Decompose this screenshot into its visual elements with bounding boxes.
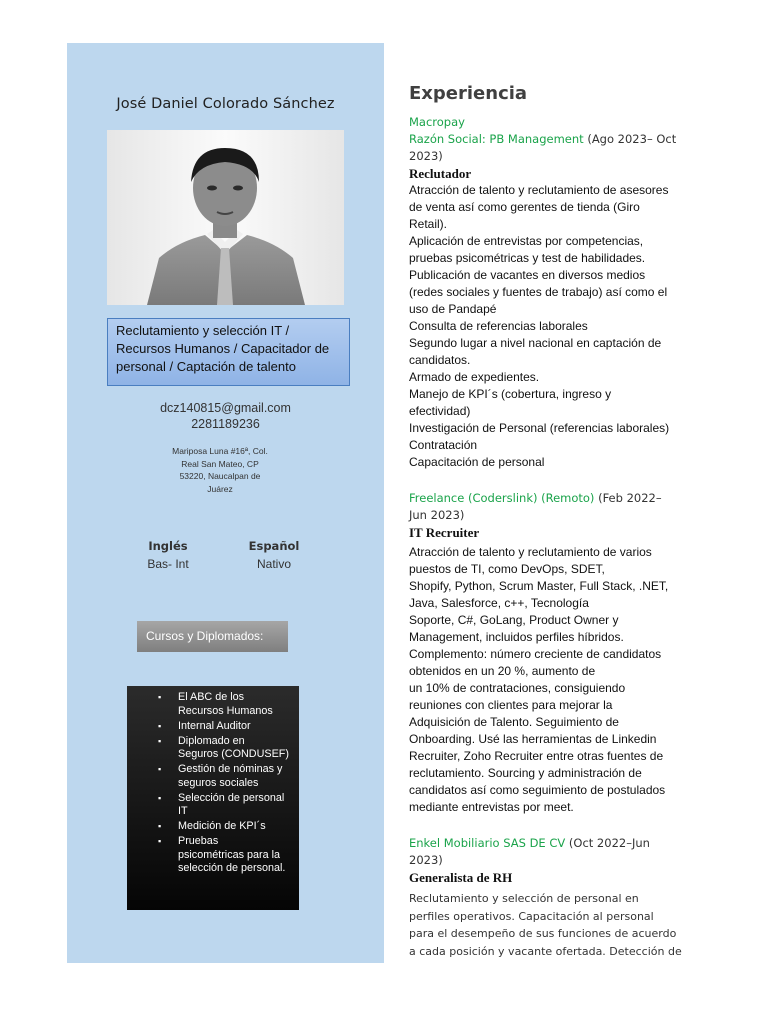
job-subtitle-line bbox=[409, 131, 689, 148]
company-name: Macropay bbox=[409, 115, 465, 129]
profile-line: Recursos Humanos / Capacitador de bbox=[116, 341, 330, 356]
language-spanish bbox=[229, 537, 319, 573]
desc-line: candidatos así como seguimiento de postulados bbox=[409, 783, 666, 797]
job-title-line bbox=[409, 490, 689, 507]
desc-line: puestos de TI, como DevOps, SDET, bbox=[409, 562, 605, 576]
courses-heading: Cursos y Diplomados: bbox=[137, 621, 288, 652]
job-entry bbox=[409, 490, 689, 816]
language-level: Nativo bbox=[256, 557, 291, 571]
desc-line: Segundo lugar a nivel nacional en captación de bbox=[409, 336, 662, 350]
desc-line: Retail). bbox=[409, 217, 448, 231]
address-line: Juárez bbox=[207, 483, 233, 494]
job-description bbox=[409, 544, 689, 816]
course-item bbox=[127, 763, 293, 790]
course-text: psicométricas para la bbox=[178, 848, 281, 861]
job-entry bbox=[409, 114, 689, 471]
candidate-name: José Daniel Colorado Sánchez bbox=[116, 96, 335, 112]
job-description bbox=[409, 890, 689, 960]
course-text: ▪ Selección de personal bbox=[178, 791, 285, 804]
job-dates-cont: 2023) bbox=[409, 149, 443, 163]
course-text: seguros sociales bbox=[178, 776, 259, 789]
desc-line: Soporte, C#, GoLang, Product Owner y bbox=[409, 613, 619, 627]
profile-photo bbox=[107, 130, 344, 305]
company-name: Enkel Mobiliario SAS DE CV bbox=[409, 836, 566, 850]
desc-line: reuniones con clientes para mejorar la bbox=[409, 698, 613, 712]
phone: 2281189236 bbox=[191, 417, 260, 431]
course-text: Recursos Humanos bbox=[178, 704, 273, 717]
desc-line: Atracción de talento y reclutamiento de varios bbox=[409, 545, 652, 559]
language-english bbox=[123, 537, 213, 573]
company-subtitle: Razón Social: PB Management bbox=[409, 132, 584, 146]
job-title-line bbox=[409, 835, 689, 852]
email[interactable]: dcz140815@gmail.com bbox=[160, 401, 291, 415]
desc-line: mediante entrevistas por meet. bbox=[409, 800, 574, 814]
desc-line: para el desempeño de sus funciones de acuerdo bbox=[409, 927, 677, 940]
course-item bbox=[127, 735, 293, 762]
job-description bbox=[409, 182, 689, 471]
course-text: selección de personal. bbox=[178, 862, 286, 874]
job-dates-cont: 2023) bbox=[409, 853, 443, 867]
course-text: ▪ El ABC de los bbox=[178, 691, 245, 703]
desc-line: candidatos. bbox=[409, 353, 471, 367]
course-item bbox=[127, 820, 293, 834]
course-text: ▪ Gestión de nóminas y bbox=[178, 763, 283, 775]
language-name: Inglés bbox=[148, 539, 188, 553]
job-dates: (Ago 2023– Oct bbox=[587, 132, 677, 146]
desc-line: Management, incluidos perfiles híbridos. bbox=[409, 630, 624, 644]
course-text: ▪ Internal Auditor bbox=[178, 719, 251, 732]
desc-line: uso de Pandapé bbox=[409, 302, 497, 316]
desc-line: Consulta de referencias laborales bbox=[409, 319, 588, 333]
job-role: IT Recruiter bbox=[409, 525, 480, 540]
profile-line: personal / Captación de talento bbox=[116, 359, 296, 374]
job-role: Generalista de RH bbox=[409, 870, 513, 885]
desc-line: perfiles operativos. Capacitación al personal bbox=[409, 909, 654, 923]
desc-line: Contratación bbox=[409, 438, 478, 452]
course-item bbox=[127, 792, 293, 819]
desc-line: a cada posición y vacante ofertada. Detección de bbox=[409, 944, 682, 958]
course-text: ▪ Pruebas bbox=[178, 835, 219, 847]
course-item bbox=[127, 720, 293, 734]
portrait-image bbox=[107, 130, 344, 305]
profile-line: Reclutamiento y selección IT / bbox=[116, 323, 290, 338]
job-dates: (Oct 2022–Jun bbox=[568, 836, 650, 850]
desc-line: Capacitación de personal bbox=[409, 455, 545, 469]
desc-line: Armado de expedientes. bbox=[409, 370, 540, 384]
desc-line: Shopify, Python, Scrum Master, Full Stack, .NET, bbox=[409, 579, 669, 593]
sidebar bbox=[67, 43, 384, 963]
desc-line: Investigación de Personal (referencias laborales) bbox=[409, 421, 670, 435]
courses-box bbox=[127, 686, 299, 910]
language-level: Bas- Int bbox=[147, 557, 189, 571]
contact-info bbox=[67, 400, 384, 432]
course-item bbox=[127, 691, 293, 718]
desc-line: Complemento: número creciente de candidatos bbox=[409, 647, 662, 661]
desc-line: Reclutamiento y selección de personal en bbox=[409, 892, 639, 905]
desc-line: (redes sociales y fuentes de trabajo) así como el bbox=[409, 285, 668, 299]
desc-line: Adquisición de Talento. Seguimiento de bbox=[409, 715, 619, 729]
course-text: IT bbox=[178, 805, 188, 817]
desc-line: Java, Salesforce, c++, Tecnología bbox=[409, 596, 589, 610]
courses-list bbox=[127, 691, 293, 876]
experience-heading: Experiencia bbox=[409, 83, 528, 104]
course-text: ▪ Diplomado en bbox=[178, 734, 245, 747]
profile-summary-box bbox=[107, 318, 350, 386]
course-text: ▪ Medición de KPI´s bbox=[178, 820, 266, 832]
address-line: Mariposa Luna #16ª, Col. bbox=[172, 446, 268, 456]
desc-line: Recruiter, Zoho Recruiter entre otras fuentes de bbox=[409, 749, 664, 763]
company-name: Freelance (Coderslink) (Remoto) bbox=[409, 491, 595, 505]
job-role: Reclutador bbox=[409, 166, 472, 181]
desc-line: Atracción de talento y reclutamiento de asesores bbox=[409, 183, 669, 197]
desc-line: un 10% de contrataciones, consiguiendo bbox=[409, 681, 626, 695]
address-line: 53220, Naucalpan de bbox=[179, 471, 261, 481]
job-dates-cont: Jun 2023) bbox=[409, 508, 465, 522]
desc-line: Onboarding. Usé las herramientas de Linkedin bbox=[409, 732, 657, 746]
address bbox=[165, 445, 275, 495]
desc-line: efectividad) bbox=[409, 404, 471, 418]
language-name: Español bbox=[248, 539, 300, 553]
job-dates: (Feb 2022– bbox=[598, 491, 662, 505]
desc-line: de venta así como gerentes de tienda (Giro bbox=[409, 200, 640, 214]
desc-line: Manejo de KPI´s (cobertura, ingreso y bbox=[409, 387, 612, 401]
course-text: Seguros (CONDUSEF) bbox=[178, 748, 289, 760]
desc-line: pruebas psicométricas y test de habilidades. bbox=[409, 251, 646, 265]
desc-line: Aplicación de entrevistas por competencias, bbox=[409, 234, 644, 248]
job-entry bbox=[409, 835, 689, 960]
experience-section bbox=[409, 85, 689, 960]
desc-line: Publicación de vacantes en diversos medios bbox=[409, 268, 646, 282]
course-item bbox=[127, 835, 293, 876]
address-line: Real San Mateo, CP bbox=[181, 458, 259, 469]
desc-line: obtenidos en un 20 %, aumento de bbox=[409, 664, 596, 678]
desc-line: reclutamiento. Sourcing y administración de bbox=[409, 766, 642, 780]
